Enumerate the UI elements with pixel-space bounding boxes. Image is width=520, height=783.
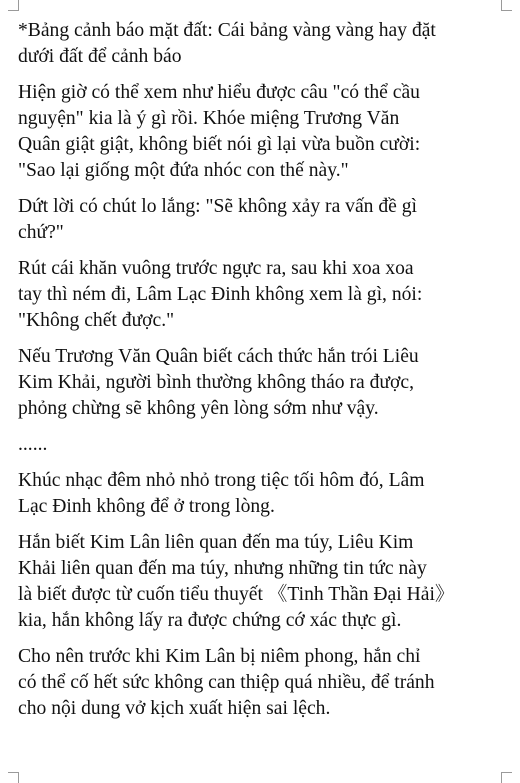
text-line: Kim Khải, người bình thường không tháo ra được, — [18, 372, 414, 393]
text-line: Hiện giờ có thể xem như hiểu được câu "có thể cầu — [18, 82, 420, 103]
paragraph — [18, 530, 504, 634]
text-line: có thể cố hết sức không can thiệp quá nhiều, để tránh — [18, 672, 435, 693]
text-line: *Bảng cảnh báo mặt đất: Cái bảng vàng vàng hay đặt — [18, 20, 436, 41]
text-line: Khúc nhạc đêm nhỏ nhỏ trong tiệc tối hôm đó, Lâm — [18, 470, 425, 491]
document-body — [18, 0, 504, 732]
paragraph — [18, 194, 504, 246]
text-line: Rút cái khăn vuông trước ngực ra, sau khi xoa xoa — [18, 258, 414, 279]
text-line: Hắn biết Kim Lân liên quan đến ma túy, Liêu Kim — [18, 532, 414, 553]
text-line: Cho nên trước khi Kim Lân bị niêm phong, hắn chỉ — [18, 646, 421, 667]
crop-mark-bottom-right — [501, 772, 512, 783]
text-line: Dứt lời có chút lo lắng: "Sẽ không xảy ra vấn đề gì — [18, 196, 418, 217]
paragraph — [18, 644, 504, 722]
text-line: phỏng chừng sẽ không yên lòng sớm như vậy. — [18, 398, 379, 419]
text-line: kia, hắn không lấy ra được chứng cớ xác thực gì. — [18, 610, 402, 631]
text-line: là biết được từ cuốn tiểu thuyết 《Tinh Thần Đại Hải》 — [18, 584, 455, 605]
text-line: dưới đất để cảnh báo — [18, 46, 182, 67]
text-line: ...... — [18, 434, 48, 455]
text-line: "Sao lại giống một đứa nhóc con thế này." — [18, 160, 349, 181]
paragraph — [18, 344, 504, 422]
paragraph — [18, 468, 504, 520]
crop-mark-bottom-left — [8, 772, 19, 783]
footnote-paragraph — [18, 18, 504, 70]
text-line: Nếu Trương Văn Quân biết cách thức hắn trói Liêu — [18, 346, 419, 367]
text-line: nguyện" kia là ý gì rồi. Khóe miệng Trương Văn — [18, 108, 400, 129]
text-line: cho nội dung vở kịch xuất hiện sai lệch. — [18, 698, 331, 719]
text-line: Khải liên quan đến ma túy, nhưng những tin tức này — [18, 558, 427, 579]
text-line: "Không chết được." — [18, 310, 175, 331]
paragraph — [18, 80, 504, 184]
text-line: Lạc Đinh không để ở trong lòng. — [18, 496, 275, 517]
text-line: Quân giật giật, không biết nói gì lại vừa buồn cười: — [18, 134, 421, 155]
text-line: tay thì ném đi, Lâm Lạc Đinh không xem là gì, nói: — [18, 284, 423, 305]
text-line: chứ?" — [18, 222, 64, 243]
scene-break — [18, 432, 504, 458]
paragraph — [18, 256, 504, 334]
